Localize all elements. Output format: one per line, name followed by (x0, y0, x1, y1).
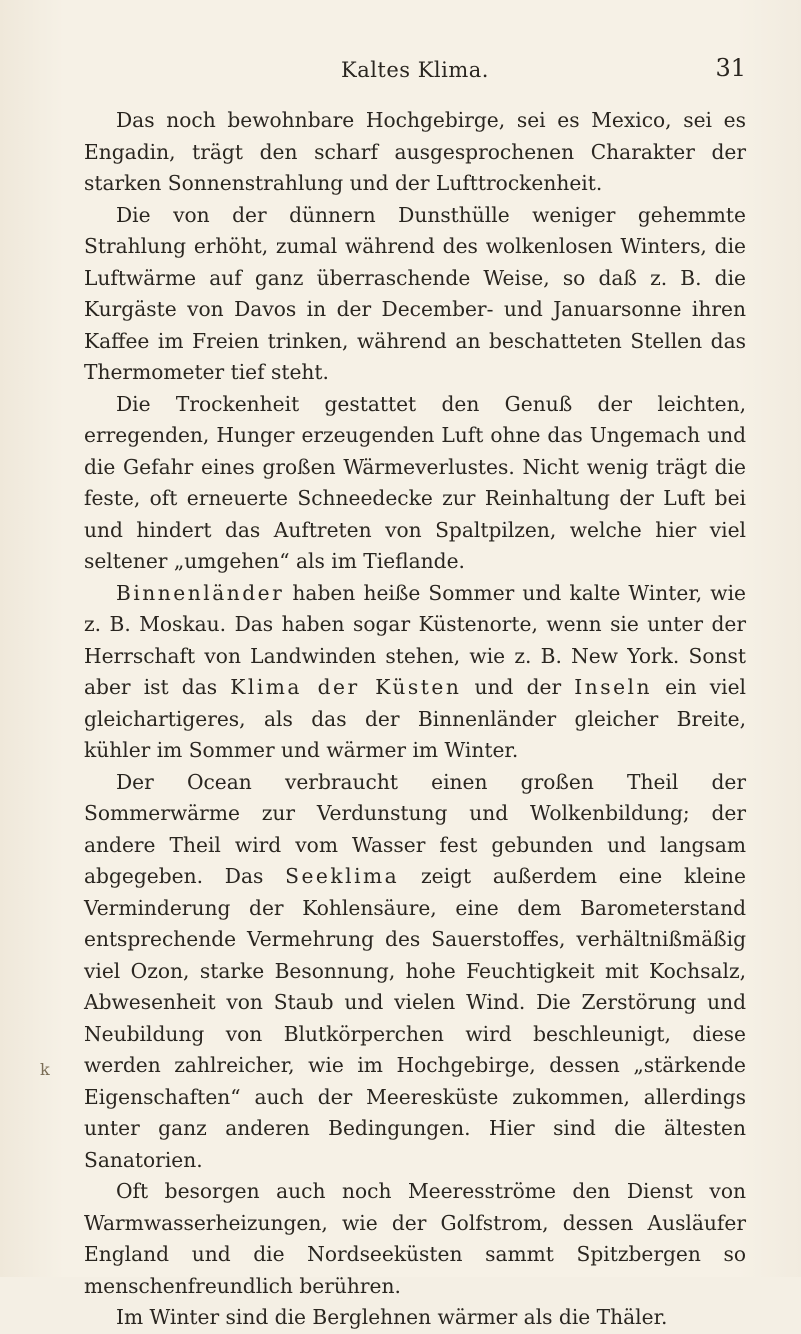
paragraph: Im Winter sind die Berglehnen wärmer als die Thäler. (116, 1305, 668, 1329)
margin-mark: k (40, 1060, 50, 1079)
page-number: 31 (715, 54, 746, 82)
emphasis: Klima der Küsten (230, 675, 462, 699)
paragraph: Das noch bewohnbare Hochgebirge, sei es Mexico, sei es Engadin, trägt den scharf ausgesprochenen Charakter der starken Sonnenstrahlung und der Lufttrockenheit. (84, 108, 746, 195)
emphasis: Inseln (574, 675, 653, 699)
paragraph: Oft besorgen auch noch Meeresströme den Dienst von Warmwasserheizungen, wie der Golfstrom, dessen Ausläufer England und die Nordseeküsten sammt Spitzbergen so menschenfreundlich berühren. (84, 1179, 746, 1298)
paragraph: Binnenländer haben heiße Sommer und kalte Winter, wie z. B. Moskau. Das haben sogar Küstenorte, wenn sie unter der Herrschaft von Landwinden stehen, wie z. B. New York. Sonst aber ist das Klima der Küsten und der Inseln ein viel gleichartigeres, als das der Binnenländer gleicher Breite, kühler im Sommer und wärmer im Winter. (84, 580, 746, 762)
body-text (84, 105, 746, 1334)
emphasis: Seeklima (285, 864, 400, 888)
page-header (84, 52, 746, 92)
paragraph: Der Ocean verbraucht einen großen Theil der Sommerwärme zur Verdunstung und Wolkenbildung; der andere Theil wird vom Wasser fest gebunden und langsam abgegeben. Das Seeklima zeigt außerdem eine kleine Verminderung der Kohlensäure, eine dem Barometerstand entsprechende Vermehrung des Sauerstoffes, verhältnißmäßig viel Ozon, starke Besonnung, hohe Feuchtigkeit mit Kochsalz, Abwesenheit von Staub und vielen Wind. Die Zerstörung und Neubildung von Blutkörperchen wird beschleunigt, diese werden zahlreicher, wie im Hochgebirge, dessen „stärkende Eigenschaften“ auch der Meeresküste zukommen, allerdings unter ganz anderen Bedingungen. Hier sind die ältesten Sanatorien. (84, 769, 746, 1172)
emphasis: Binnenländer (116, 580, 285, 605)
paragraph: Die Trockenheit gestattet den Genuß der leichten, erregenden, Hunger erzeugenden Luft ohne das Ungemach und die Gefahr eines großen Wärmeverlustes. Nicht wenig trägt die feste, oft erneuerte Schneedecke zur Reinhaltung der Luft bei und hindert das Auftreten von Spaltpilzen, welche hier viel seltener „umgehen“ als im Tieflande. (84, 391, 746, 573)
running-title: Kaltes Klima. (341, 58, 489, 82)
paragraph: Die von der dünnern Dunsthülle weniger gehemmte Strahlung erhöht, zumal während des wolkenlosen Winters, die Luftwärme auf ganz überraschende Weise, so daß z. B. die Kurgäste von Davos in der December- und Januarsonne ihren Kaffee im Freien trinken, während an beschatteten Stellen das Thermometer tief steht. (84, 202, 746, 384)
